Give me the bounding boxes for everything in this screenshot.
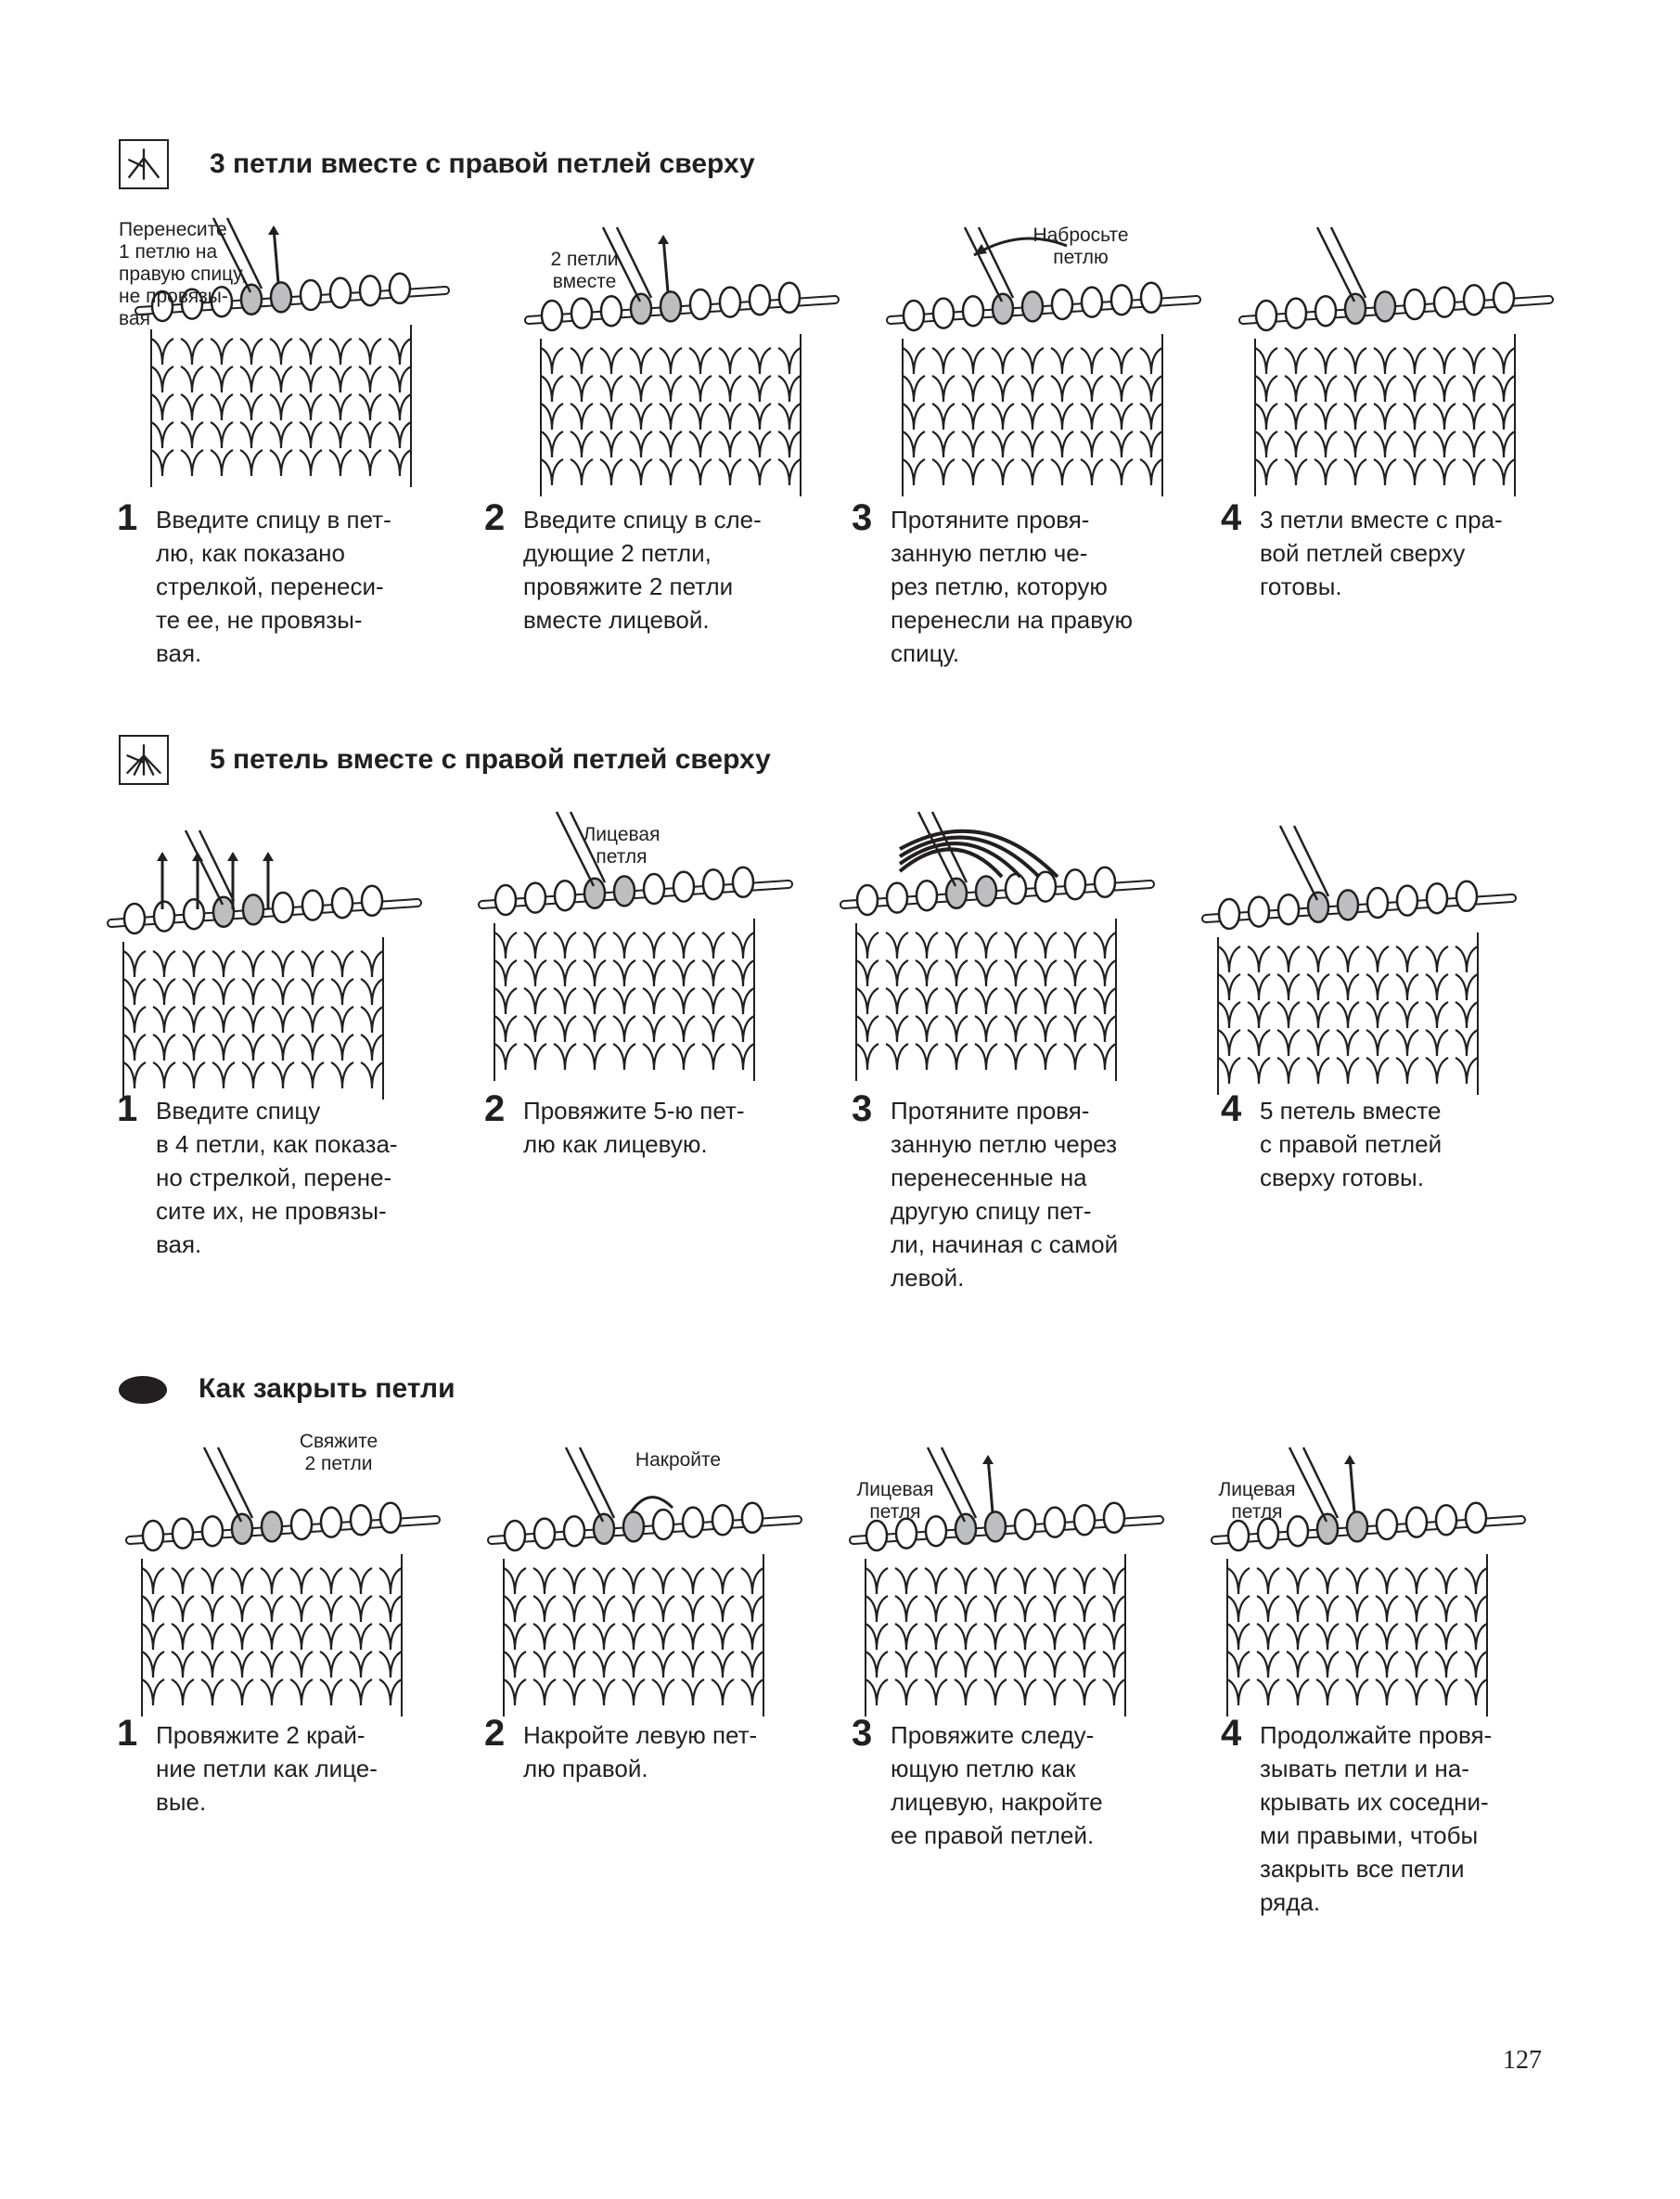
step-text: Провяжите следу- ющую петлю как лицевую, накройте ее правой петлей.	[891, 1721, 1103, 1849]
section-title: Как закрыть петли	[199, 1373, 455, 1404]
k5tog-right-symbol-icon	[119, 735, 169, 785]
step-number: 2	[484, 497, 506, 538]
illustration-step-2	[492, 1447, 798, 1726]
step-text: 5 петель вместе с правой петлей сверху готовы.	[1260, 1097, 1443, 1191]
annotation-label: Перенесите 1 петлю на правую спицу, не провязы- вая	[119, 219, 247, 329]
step-number: 4	[1221, 1088, 1242, 1129]
step-text: Протяните провя- занную петлю через перенесенные на другую спицу пет- ли, начиная с самой левой.	[891, 1097, 1119, 1292]
section-title: 5 петель вместе с правой петлей сверху	[210, 744, 771, 775]
annotation-label: Лицевая петля	[583, 824, 660, 868]
step-number: 1	[117, 1713, 138, 1754]
annotation-label: Накройте	[635, 1449, 722, 1471]
step-number: 2	[484, 1713, 506, 1754]
step-text: Провяжите 2 край- ние петли как лице- вые.	[156, 1721, 378, 1816]
step-number: 2	[484, 1088, 506, 1129]
step-number: 1	[117, 1088, 138, 1129]
step-number: 4	[1221, 1713, 1242, 1754]
step-text: Введите спицу в сле- дующие 2 петли, провяжите 2 петли вместе лицевой.	[523, 506, 762, 634]
step-text: Продолжайте провя- зывать петли и на- крывать их соседни- ми правыми, чтобы закрыть все петли ряда.	[1260, 1721, 1493, 1916]
step-text: Провяжите 5-ю пет- лю как лицевую.	[523, 1097, 745, 1158]
illustration-step-1	[111, 830, 417, 1109]
illustration-step-1	[130, 1447, 436, 1726]
step-text: Введите спицу в пет- лю, как показано стрелкой, перенеси- те ее, не провязы- вая.	[156, 506, 391, 667]
k3tog-right-symbol-icon	[119, 139, 169, 189]
illustration-step-3	[891, 227, 1197, 506]
step-number: 4	[1221, 497, 1242, 538]
illustration-step-4	[1243, 227, 1549, 506]
step-number: 1	[117, 497, 138, 538]
annotation-label: Свяжите 2 петли	[299, 1431, 378, 1474]
annotation-label: Лицевая петля	[856, 1479, 934, 1523]
bind-off-oval-icon	[119, 1376, 167, 1404]
annotation-label: 2 петли вместе	[550, 249, 619, 292]
illustration-step-3	[844, 812, 1150, 1090]
illustration-step-4	[1206, 826, 1512, 1104]
step-number: 3	[852, 1713, 873, 1754]
step-text: Протяните провя- занную петлю че- рез петлю, которую перенесли на правую спицу.	[891, 506, 1133, 667]
step-number: 3	[852, 497, 873, 538]
step-text: Накройте левую пет- лю правой.	[523, 1721, 758, 1782]
annotation-label: Лицевая петля	[1218, 1479, 1296, 1523]
step-number: 3	[852, 1088, 873, 1129]
step-text: Введите спицу в 4 петли, как показа- но стрелкой, перене- сите их, не провязы- вая.	[156, 1097, 398, 1258]
step-text: 3 петли вместе с пра- вой петлей сверху готовы.	[1260, 506, 1503, 600]
annotation-label: Набросьте петлю	[1032, 225, 1129, 268]
section-title: 3 петли вместе с правой петлей сверху	[210, 148, 755, 179]
page-number: 127	[1503, 2046, 1542, 2075]
